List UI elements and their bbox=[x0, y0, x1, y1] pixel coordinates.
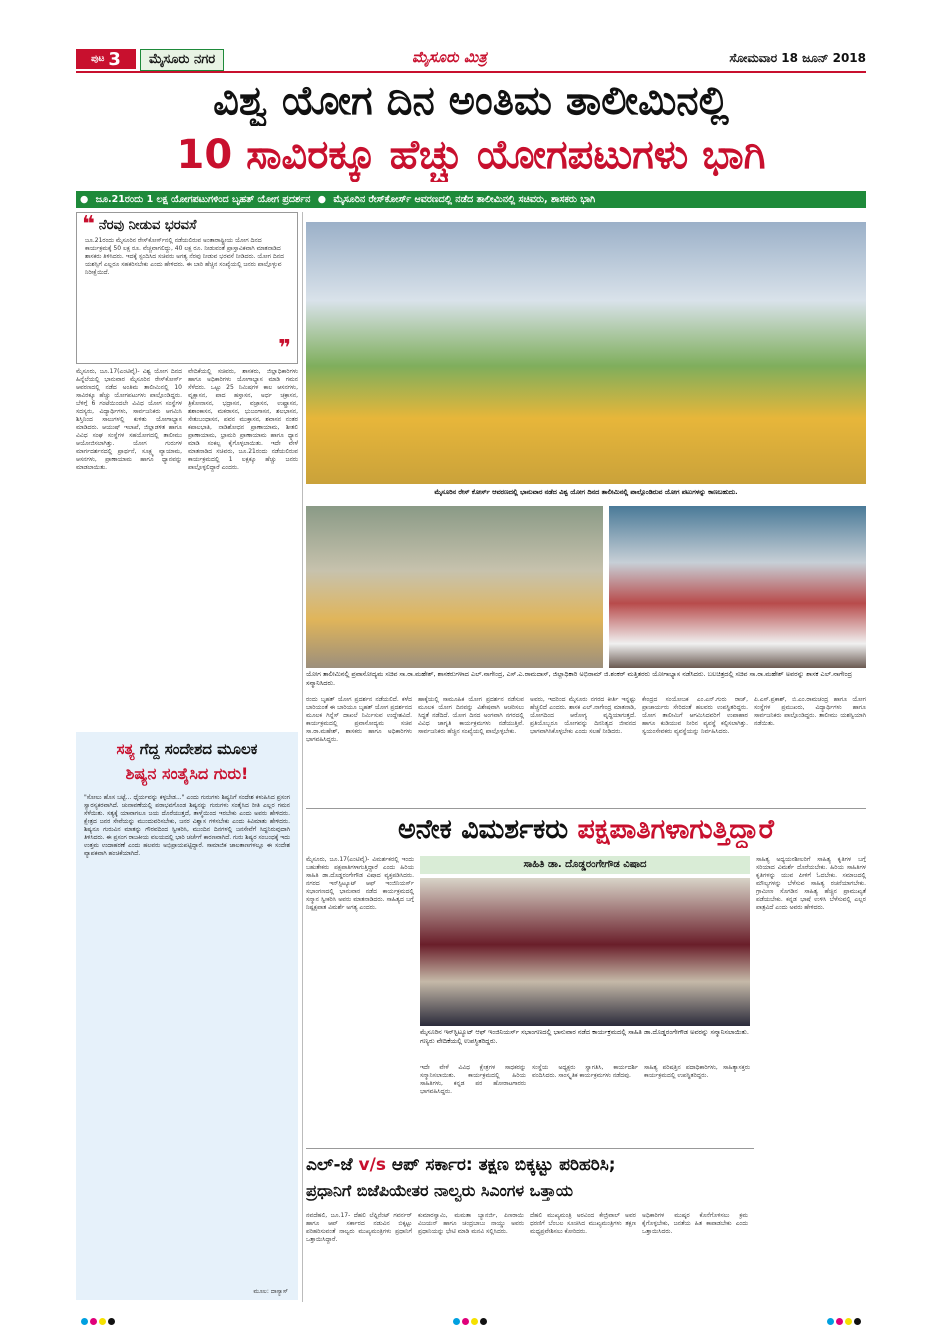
color-dot-icon bbox=[108, 1318, 115, 1325]
delhi-headline-line1 bbox=[306, 1152, 754, 1178]
side-story-title-rest: ಗೆದ್ದ ಸಂದೇಶದ ಮೂಲಕ bbox=[139, 740, 258, 758]
page-label: ಪುಟ bbox=[91, 54, 105, 64]
color-dot-icon bbox=[845, 1318, 852, 1325]
critics-col-bottom1: ಇದೇ ವೇಳೆ ವಿವಿಧ ಕ್ಷೇತ್ರಗಳ ಸಾಧಕರನ್ನು ಸನ್ಮಾನಿಸಲಾಯಿತು. ಕಾರ್ಯಕ್ರಮದಲ್ಲಿ ಹಿರಿಯ ಸಾಹಿತಿಗಳು, ಕನ್ನಡ ಪರ ಹೋರಾಟಗಾರರು ಭಾಗವಹಿಸಿದ್ದರು. bbox=[420, 1064, 526, 1095]
color-dot-icon bbox=[854, 1318, 861, 1325]
critics-col-right: ಸಾಹಿತ್ಯ ಅಧ್ಯಯನಶೀಲರಿಗೆ ಸಾಹಿತ್ಯ ಕೃತಿಗಳ ಬಗ್ಗೆ ಸರಿಯಾದ ವಿಮರ್ಶೆ ದೊರೆಯಬೇಕು. ಹಿರಿಯ ಸಾಹಿತಿಗಳ ಕೃತಿಗಳನ್ನು ಯುವ ಪೀಳಿಗೆ ಓದಬೇಕು. ಸಮಾಜದಲ್ಲಿ ಮೌಲ್ಯಗಳನ್ನು ಬೆಳೆಸುವ ಸಾಹಿತ್ಯ ರಚನೆಯಾಗಬೇಕು. ಗ್ರಾಮೀಣ ಸೊಗಡಿನ ಸಾಹಿತ್ಯ ಹೆಚ್ಚಿನ ಪ್ರಾಮುಖ್ಯತೆ ಪಡೆಯಬೇಕು. ಕನ್ನಡ ಭಾಷೆ ಉಳಿಸಿ ಬೆಳೆಸುವಲ್ಲಿ ಎಲ್ಲರ ಪಾತ್ರವಿದೆ ಎಂದು ಅವರು ಹೇಳಿದರು. bbox=[756, 856, 866, 911]
color-dot-icon bbox=[471, 1318, 478, 1325]
registration-marks-left bbox=[80, 1310, 116, 1329]
color-dot-icon bbox=[836, 1318, 843, 1325]
color-dot-icon bbox=[827, 1318, 834, 1325]
felicitation-photo bbox=[609, 506, 866, 668]
quote-open-icon: ❝ bbox=[82, 212, 95, 237]
yoga-crowd-photo bbox=[306, 222, 866, 484]
quote-box bbox=[76, 212, 298, 364]
story-cont-col4: ಕೇಂದ್ರದ ಸಂಯೋಜಕ ಎಂ.ಎನ್.ಗುರು ರಾಜ್, ಪ್ರಾಚಾರ್ಯರು ಸೇರಿದಂತೆ ಹಲವರು ಉಪಸ್ಥಿತರಿದ್ದರು. ಯೋಗ ತಾಲೀಮಿಗೆ ಆಗಮಿಸಿದವರಿಗೆ ಉಪಾಹಾರ ಹಾಗೂ ಕುಡಿಯುವ ನೀರಿನ ವ್ಯವಸ್ಥೆ ಕಲ್ಪಿಸಲಾಗಿತ್ತು. ಸ್ವಯಂಸೇವಕರು ವ್ಯವಸ್ಥೆಯನ್ನು ನಿರ್ವಹಿಸಿದರು. bbox=[642, 696, 748, 735]
color-dot-icon bbox=[453, 1318, 460, 1325]
delhi-headline bbox=[306, 1152, 754, 1206]
headline-line2: 10 ಸಾವಿರಕ್ಕೂ ಹೆಚ್ಚು ಯೋಗಪಟುಗಳು ಭಾಗಿ bbox=[176, 132, 766, 178]
color-dot-icon bbox=[99, 1318, 106, 1325]
critics-headline bbox=[306, 812, 866, 848]
issue-date: ಸೋಮವಾರ 18 ಜೂನ್ 2018 bbox=[729, 51, 866, 65]
registration-marks-center bbox=[452, 1310, 488, 1329]
ticker-item-2: ಮೈಸೂರಿನ ರೇಸ್‌ಕೋರ್ಸ್ ಆವರಣದಲ್ಲಿ ನಡೆದ ತಾಲೀಮಿನಲ್ಲಿ ಸಚಿವರು, ಶಾಸಕರು ಭಾಗಿ bbox=[333, 194, 596, 205]
side-story-subtitle: ಶಿಷ್ಯನ ಸಂತೈಸಿದ ಗುರು! bbox=[125, 764, 249, 783]
delhi-headline-b: ಆಪ್ ಸರ್ಕಾರ: ತಕ್ಷಣ ಬಿಕ್ಕಟ್ಟು ಪರಿಹರಿಸಿ; bbox=[391, 1155, 616, 1175]
critics-photo-caption: ಮೈಸೂರಿನ ಇನ್‌ಸ್ಟಿಟ್ಯೂಟ್ ಆಫ್ ಇಂಜಿನಿಯರ್ಸ್ ಸಭಾಂಗಣದಲ್ಲಿ ಭಾನುವಾರ ನಡೆದ ಕಾರ್ಯಕ್ರಮದಲ್ಲಿ ಸಾಹಿತಿ ಡಾ.ದೊಡ್ಡರಂಗೇಗೌಡ ಅವರನ್ನು ಸನ್ಮಾನಿಸಲಾಯಿತು. ಗಣ್ಯರು ವೇದಿಕೆಯಲ್ಲಿ ಉಪಸ್ಥಿತರಿದ್ದರು. bbox=[420, 1028, 749, 1045]
color-dot-icon bbox=[480, 1318, 487, 1325]
quote-box-title: ನೆರವು ನೀಡುವ ಭರವಸೆ bbox=[98, 217, 197, 233]
main-photo-caption: ಮೈಸೂರಿನ ರೇಸ್ ಕೋರ್ಸ್ ಆವರಣದಲ್ಲಿ ಭಾನುವಾರ ನಡೆದ ವಿಶ್ವ ಯೋಗ ದಿನದ ತಾಲೀಮಿನಲ್ಲಿ ಪಾಲ್ಗೊಂಡಿರುವ ಯೋಗ ಪಟುಗಳನ್ನು ಕಾಣಬಹುದು. bbox=[434, 488, 738, 496]
ticker-bullet-icon: ● bbox=[317, 194, 327, 205]
story-cont-col3: ಅವರು, ಇದರಿಂದ ಮೈಸೂರು ನಗರದ ಕೀರ್ತಿ ಇನ್ನಷ್ಟು ಹೆಚ್ಚಲಿದೆ ಎಂದರು. ಶಾಸಕ ಎಲ್.ನಾಗೇಂದ್ರ ಮಾತನಾಡಿ, ಯೋಗದಿಂದ ಆರೋಗ್ಯ ವೃದ್ಧಿಯಾಗುತ್ತದೆ. ಪ್ರತಿಯೊಬ್ಬರೂ ಯೋಗವನ್ನು ದಿನನಿತ್ಯದ ಜೀವನದ ಭಾಗವಾಗಿಸಿಕೊಳ್ಳಬೇಕು ಎಂದು ಸಲಹೆ ನೀಡಿದರು. bbox=[530, 696, 636, 735]
story-cont-col5: ಪಿ.ಎಸ್.ಪ್ರಕಾಶ್, ಬಿ.ಎಂ.ರಾಮಚಂದ್ರ ಹಾಗೂ ಯೋಗ ಸಂಸ್ಥೆಗಳ ಪ್ರಮುಖರು, ವಿದ್ಯಾರ್ಥಿಗಳು ಹಾಗೂ ಸಾರ್ವಜನಿಕರು ಪಾಲ್ಗೊಂಡಿದ್ದರು. ತಾಲೀಮು ಯಶಸ್ವಿಯಾಗಿ ನಡೆಯಿತು. bbox=[754, 696, 866, 727]
page-header bbox=[76, 47, 866, 73]
side-story-text: "ಸೋಲು ಹೊಸ ಬಟ್ಟೆ... ಧೈರ್ಯವನ್ನು ಕಳ್ಳಬೇಡ..." ಎಂದು ಗುರುಗಳು ಶಿಷ್ಯನಿಗೆ ಸಂದೇಶ ಕಳುಹಿಸಿದ ಪ್ರಸಂಗ ಸ್ವಾರಸ್ಯಕರವಾಗಿದೆ. ಚುನಾವಣೆಯಲ್ಲಿ ಪರಾಭವಗೊಂಡ ಶಿಷ್ಯನನ್ನು ಗುರುಗಳು ಸಂತೈಸಿದ ರೀತಿ ಎಲ್ಲರ ಗಮನ ಸೆಳೆಯಿತು. ಸತ್ಯಕ್ಕೆ ಯಾವಾಗಲೂ ಜಯ ದೊರೆಯುತ್ತದೆ, ತಾಳ್ಮೆಯಿಂದ ಇರಬೇಕು ಎಂದು ಅವರು ಹೇಳಿದರು. ಕ್ಷೇತ್ರದ ಜನರ ಸೇವೆಯನ್ನು ಮುಂದುವರಿಸಬೇಕು, ಜನರ ವಿಶ್ವಾಸ ಗಳಿಸಬೇಕು ಎಂದು ಕಿವಿಮಾತು ಹೇಳಿದರು. ಶಿಷ್ಯನೂ ಗುರುವಿನ ಮಾತನ್ನು ಗೌರವದಿಂದ ಸ್ವೀಕರಿಸಿ, ಮುಂದಿನ ದಿನಗಳಲ್ಲಿ ಜನಸೇವೆಗೆ ಸಿದ್ಧನಿರುವುದಾಗಿ ತಿಳಿಸಿದರು. ಈ ಪ್ರಸಂಗ ರಾಜಕೀಯ ವಲಯದಲ್ಲಿ ಭಾರಿ ಚರ್ಚೆಗೆ ಕಾರಣವಾಗಿದೆ. ಗುರು ಶಿಷ್ಯರ ಸಂಬಂಧಕ್ಕೆ ಇದು ಉತ್ತಮ ಉದಾಹರಣೆ ಎಂದು ಹಲವರು ಅಭಿಪ್ರಾಯಪಟ್ಟಿದ್ದಾರೆ. ಸಾಮಾಜಿಕ ಜಾಲತಾಣಗಳಲ್ಲೂ ಈ ಸಂದೇಶ ವ್ಯಾಪಕವಾಗಿ ಹಂಚಿಕೆಯಾಗಿದೆ. bbox=[84, 794, 290, 857]
delhi-col4: ಅಧಿಕಾರಿಗಳ ಮುಷ್ಕರ ಕೊನೆಗೊಳಿಸಲು ಕ್ರಮ ಕೈಗೊಳ್ಳಬೇಕು, ಜನತೆಯ ಹಿತ ಕಾಪಾಡಬೇಕು ಎಂದು ಒತ್ತಾಯಿಸಿದರು. bbox=[642, 1212, 748, 1235]
quote-box-text: ಜೂ.21ರಂದು ಮೈಸೂರಿನ ರೇಸ್‌ಕೋರ್ಸ್‌ನಲ್ಲಿ ನಡೆಯಲಿರುವ ಅಂತಾರಾಷ್ಟ್ರೀಯ ಯೋಗ ದಿನದ ಕಾರ್ಯಕ್ರಮಕ್ಕೆ 50 ಲಕ್ಷ ರೂ. ವೆಚ್ಚವಾಗಲಿದ್ದು, 40 ಲಕ್ಷ ರೂ. ನೀಡುವಂತೆ ಪ್ರಾಸ್ತಾವಿಕವಾಗಿ ಮಾತನಾಡಿದ ಶಾಸಕರು ತಿಳಿಸಿದರು. ಇದಕ್ಕೆ ಸ್ಪಂದಿಸಿದ ಸಚಿವರು ಅಗತ್ಯ ನೆರವು ನೀಡುವ ಭರವಸೆ ನೀಡಿದರು. ಯೋಗ ದಿನದ ಯಶಸ್ಸಿಗೆ ಎಲ್ಲರೂ ಸಹಕರಿಸಬೇಕು ಎಂದು ಹೇಳಿದರು. ಈ ಬಾರಿ ಹೆಚ್ಚಿನ ಸಂಖ್ಯೆಯಲ್ಲಿ ಜನರು ಪಾಲ್ಗೊಳ್ಳುವ ನಿರೀಕ್ಷೆಯಿದೆ. bbox=[85, 237, 284, 276]
main-story-col1: ಮೈಸೂರು, ಜೂ.17(ಎಂಟಿವೈ)- ವಿಶ್ವ ಯೋಗ ದಿನದ ಹಿನ್ನೆಲೆಯಲ್ಲಿ ಭಾನುವಾರ ಮೈಸೂರಿನ ರೇಸ್‌ಕೋರ್ಸ್ ಆವರಣದಲ್ಲಿ ನಡೆದ ಅಂತಿಮ ತಾಲೀಮಿನಲ್ಲಿ 10 ಸಾವಿರಕ್ಕೂ ಹೆಚ್ಚು ಯೋಗಪಟುಗಳು ಪಾಲ್ಗೊಂಡಿದ್ದರು. ಬೆಳಿಗ್ಗೆ 6 ಗಂಟೆಯಿಂದಲೇ ವಿವಿಧ ಯೋಗ ಸಂಸ್ಥೆಗಳ ಸದಸ್ಯರು, ವಿದ್ಯಾರ್ಥಿಗಳು, ಸಾರ್ವಜನಿಕರು ಆಗಮಿಸಿ ಶಿಸ್ತಿನಿಂದ ಸಾಲುಗಳಲ್ಲಿ ಕುಳಿತು ಯೋಗಾಭ್ಯಾಸ ಮಾಡಿದರು. ಆಯುಷ್ ಇಲಾಖೆ, ಜಿಲ್ಲಾಡಳಿತ ಹಾಗೂ ವಿವಿಧ ಸಂಘ ಸಂಸ್ಥೆಗಳ ಸಹಯೋಗದಲ್ಲಿ ತಾಲೀಮು ಆಯೋಜಿಸಲಾಗಿತ್ತು. ಯೋಗ ಗುರುಗಳ ಮಾರ್ಗದರ್ಶನದಲ್ಲಿ ಪ್ರಾರ್ಥನೆ, ಸೂಕ್ಷ್ಮ ವ್ಯಾಯಾಮ, ಆಸನಗಳು, ಪ್ರಾಣಾಯಾಮ ಹಾಗೂ ಧ್ಯಾನವನ್ನು ಮಾಡಲಾಯಿತು. bbox=[76, 368, 182, 471]
headline-line1: ವಿಶ್ವ ಯೋಗ ದಿನ ಅಂತಿಮ ತಾಲೀಮಿನಲ್ಲಿ bbox=[213, 78, 729, 124]
column-divider bbox=[302, 212, 303, 1302]
section-divider bbox=[306, 1148, 754, 1149]
critics-col-bottom2: ಸಂಸ್ಥೆಯ ಅಧ್ಯಕ್ಷರು ಸ್ವಾಗತಿಸಿ, ಕಾರ್ಯದರ್ಶಿ ವಂದಿಸಿದರು. ಸಾಂಸ್ಕೃತಿಕ ಕಾರ್ಯಕ್ರಮಗಳು ನಡೆದವು. bbox=[532, 1064, 638, 1079]
delhi-headline-a: ಎಲ್-ಜೆ bbox=[306, 1155, 353, 1175]
color-dot-icon bbox=[90, 1318, 97, 1325]
story-cont-col1: ರಂದು ಬೃಹತ್ ಯೋಗ ಪ್ರದರ್ಶನ ನಡೆಯಲಿದೆ. ಕಳೆದ ಬಾರಿಯಂತೆ ಈ ಬಾರಿಯೂ ಬೃಹತ್ ಯೋಗ ಪ್ರದರ್ಶನದ ಮೂಲಕ ಗಿನ್ನೆಸ್ ದಾಖಲೆ ನಿರ್ಮಿಸುವ ಉದ್ದೇಶವಿದೆ. ಕಾರ್ಯಕ್ರಮದಲ್ಲಿ ಪ್ರವಾಸೋದ್ಯಮ ಸಚಿವ ಸಾ.ರಾ.ಮಹೇಶ್, ಶಾಸಕರು ಹಾಗೂ ಅಧಿಕಾರಿಗಳು ಭಾಗವಹಿಸಿದ್ದರು. bbox=[306, 696, 412, 743]
main-story-col2: ವೇದಿಕೆಯಲ್ಲಿ ಸಚಿವರು, ಶಾಸಕರು, ಜಿಲ್ಲಾಧಿಕಾರಿಗಳು ಹಾಗೂ ಅಧಿಕಾರಿಗಳು ಯೋಗಾಭ್ಯಾಸ ಮಾಡಿ ಗಮನ ಸೆಳೆದರು. ಒಟ್ಟು 25 ನಿಮಿಷಗಳ ಕಾಲ ಆಸನಗಳು, ವೃಕ್ಷಾಸನ, ಪಾದ ಹಸ್ತಾಸನ, ಅರ್ಧ ಚಕ್ರಾಸನ, ತ್ರಿಕೋನಾಸನ, ಭದ್ರಾಸನ, ವಜ್ರಾಸನ, ಉಷ್ಟ್ರಾಸನ, ಶಶಾಂಕಾಸನ, ಮಕರಾಸನ, ಭುಜಂಗಾಸನ, ಶಲಭಾಸನ, ಸೇತುಬಂಧಾಸನ, ಪವನ ಮುಕ್ತಾಸನ, ಶವಾಸನ ನಂತರ ಕಪಾಲಭಾತಿ, ನಾಡಿಶೋಧನ ಪ್ರಾಣಾಯಾಮ, ಶೀತಲಿ ಪ್ರಾಣಾಯಾಮ, ಭ್ರಾಮರಿ ಪ್ರಾಣಾಯಾಮ ಹಾಗೂ ಧ್ಯಾನ ಮಾಡಿ ಸಂಕಲ್ಪ ಕೈಗೊಳ್ಳಲಾಯಿತು. ಇದೇ ವೇಳೆ ಮಾತನಾಡಿದ ಸಚಿವರು, ಜೂ.21ರಂದು ನಡೆಯಲಿರುವ ಕಾರ್ಯಕ್ರಮದಲ್ಲಿ 1 ಲಕ್ಷಕ್ಕೂ ಹೆಚ್ಚು ಜನರು ಪಾಲ್ಗೊಳ್ಳಲಿದ್ದಾರೆ ಎಂದರು. bbox=[188, 368, 298, 471]
dignitaries-yoga-photo bbox=[306, 506, 603, 668]
delhi-col3: ದೆಹಲಿ ಮುಖ್ಯಮಂತ್ರಿ ಅರವಿಂದ ಕೇಜ್ರಿವಾಲ್ ಅವರ ಧರಣಿಗೆ ಬೆಂಬಲ ಸೂಚಿಸಿದ ಮುಖ್ಯಮಂತ್ರಿಗಳು ತಕ್ಷಣ ಮಧ್ಯಪ್ರವೇಶಿಸಲು ಕೋರಿದರು. bbox=[530, 1212, 636, 1235]
registration-marks-right bbox=[826, 1310, 862, 1329]
ticker-bar bbox=[76, 191, 866, 208]
page-number: 3 bbox=[108, 48, 121, 70]
felicitation-stage-photo bbox=[420, 878, 750, 1026]
critics-kicker: ಸಾಹಿತಿ ಡಾ. ದೊಡ್ಡರಂಗೇಗೌಡ ವಿಷಾದ bbox=[420, 856, 750, 874]
critics-headline-part1: ಅನೇಕ ವಿಮರ್ಶಕರು bbox=[398, 814, 569, 845]
ticker-bullet-icon: ● bbox=[80, 194, 89, 205]
ticker-item-1: ಜೂ.21ರಂದು 1 ಲಕ್ಷ ಯೋಗಪಟುಗಳಿಂದ ಬೃಹತ್ ಯೋಗ ಪ್ರದರ್ಶನ bbox=[95, 194, 311, 205]
side-story-box bbox=[76, 732, 298, 1300]
story-cont-col2: ಹಾಕ್ಕೆಯಲ್ಲಿ ಸಾಮೂಹಿಕ ಯೋಗ ಪ್ರದರ್ಶನ ನಡೆಸುವ ಮೂಲಕ ಯೋಗ ದಿನವನ್ನು ವಿಶೇಷವಾಗಿ ಆಚರಿಸಲು ಸಿದ್ಧತೆ ನಡೆದಿದೆ. ಯೋಗ ದಿನದ ಅಂಗವಾಗಿ ನಗರದಲ್ಲಿ ವಿವಿಧ ಜಾಗೃತಿ ಕಾರ್ಯಕ್ರಮಗಳು ನಡೆಯುತ್ತಿವೆ. ಸಾರ್ವಜನಿಕರು ಹೆಚ್ಚಿನ ಸಂಖ್ಯೆಯಲ್ಲಿ ಪಾಲ್ಗೊಳ್ಳಬೇಕು. bbox=[418, 696, 524, 735]
delhi-headline-line2: ಪ್ರಧಾನಿಗೆ ಬಿಜೆಪಿಯೇತರ ನಾಲ್ವರು ಸಿಎಂಗಳ ಒತ್ತಾಯ bbox=[306, 1181, 574, 1200]
critics-col-bottom3: ಸಾಹಿತ್ಯ ಪರಿಷತ್ತಿನ ಪದಾಧಿಕಾರಿಗಳು, ಸಾಹಿತ್ಯಾಸಕ್ತರು ಕಾರ್ಯಕ್ರಮದಲ್ಲಿ ಉಪಸ್ಥಿತರಿದ್ದರು. bbox=[644, 1064, 750, 1079]
quote-close-icon: ❞ bbox=[278, 336, 291, 361]
color-dot-icon bbox=[81, 1318, 88, 1325]
sub-photo-caption: ಯೋಗ ತಾಲೀಮಿನಲ್ಲಿ ಪ್ರವಾಸೋದ್ಯಮ ಸಚಿವ ಸಾ.ರಾ.ಮಹೇಶ್, ಶಾಸಕರುಗಳಾದ ಎಲ್.ನಾಗೇಂದ್ರ, ಎಸ್.ಎ.ರಾಮದಾಸ್, ಜಿಲ್ಲಾಧಿಕಾರಿ ಅಭಿರಾಮ್ ಜಿ.ಶಂಕರ್ ಮತ್ತಿತರರು ಯೋಗಾಭ್ಯಾಸ ನಡೆಸಿದರು. ಬಲಚಿತ್ರದಲ್ಲಿ ಸಚಿವ ಸಾ.ರಾ.ಮಹೇಶ್ ಅವರನ್ನು ಶಾಸಕ ಎಲ್.ನಾಗೇಂದ್ರ ಸನ್ಮಾನಿಸಿದರು. bbox=[306, 670, 852, 687]
critics-col-left: ಮೈಸೂರು, ಜೂ.17(ಎಂಟಿವೈ)- ವಿಮರ್ಶಕರಲ್ಲಿ ಇಂದು ಬಹುತೇಕರು ಪಕ್ಷಪಾತಿಗಳಾಗುತ್ತಿದ್ದಾರೆ ಎಂದು ಹಿರಿಯ ಸಾಹಿತಿ ಡಾ.ದೊಡ್ಡರಂಗೇಗೌಡ ವಿಷಾದ ವ್ಯಕ್ತಪಡಿಸಿದರು. ನಗರದ ಇನ್‌ಸ್ಟಿಟ್ಯೂಟ್ ಆಫ್ ಇಂಜಿನಿಯರ್ಸ್ ಸಭಾಂಗಣದಲ್ಲಿ ಭಾನುವಾರ ನಡೆದ ಕಾರ್ಯಕ್ರಮದಲ್ಲಿ ಸನ್ಮಾನ ಸ್ವೀಕರಿಸಿ ಅವರು ಮಾತನಾಡಿದರು. ಸಾಹಿತ್ಯದ ಬಗ್ಗೆ ನಿಷ್ಪಕ್ಷಪಾತ ವಿಮರ್ಶೆ ಅಗತ್ಯ ಎಂದರು. bbox=[306, 856, 414, 911]
critics-headline-part2: ಪಕ್ಷಪಾತಿಗಳಾಗುತ್ತಿದ್ದಾರೆ bbox=[577, 814, 774, 845]
delhi-headline-vs: v/s bbox=[358, 1155, 386, 1175]
side-story-title bbox=[76, 732, 298, 758]
side-story-title-highlight: ಸತ್ಯ bbox=[116, 740, 135, 758]
delhi-col1: ನವದೆಹಲಿ, ಜೂ.17- ದೆಹಲಿ ಲೆಫ್ಟಿನೆಂಟ್ ಗವರ್ನರ್ ಹಾಗೂ ಆಪ್ ಸರ್ಕಾರದ ನಡುವಿನ ಬಿಕ್ಕಟ್ಟು ಪರಿಹರಿಸುವಂತೆ ನಾಲ್ವರು ಮುಖ್ಯಮಂತ್ರಿಗಳು ಪ್ರಧಾನಿಗೆ ಒತ್ತಾಯಿಸಿದ್ದಾರೆ. bbox=[306, 1212, 412, 1243]
section-name: ಮೈಸೂರು ನಗರ bbox=[140, 49, 224, 71]
color-dot-icon bbox=[462, 1318, 469, 1325]
side-story-credit: ಮೂಲ: ದಾಸ್ಯಾಸ್ bbox=[253, 1288, 288, 1295]
page-number-badge bbox=[76, 49, 136, 69]
delhi-col2: ಕುಮಾರಸ್ವಾಮಿ, ಮಮತಾ ಬ್ಯಾನರ್ಜಿ, ಪಿಣರಾಯಿ ವಿಜಯನ್ ಹಾಗೂ ಚಂದ್ರಬಾಬು ನಾಯ್ಡು ಅವರು ಪ್ರಧಾನಿಯನ್ನು ಭೇಟಿ ಮಾಡಿ ಮನವಿ ಸಲ್ಲಿಸಿದರು. bbox=[418, 1212, 524, 1235]
section-divider bbox=[306, 808, 866, 809]
masthead-logo: ಮೈಸೂರು ಮಿತ್ರ bbox=[412, 48, 487, 66]
